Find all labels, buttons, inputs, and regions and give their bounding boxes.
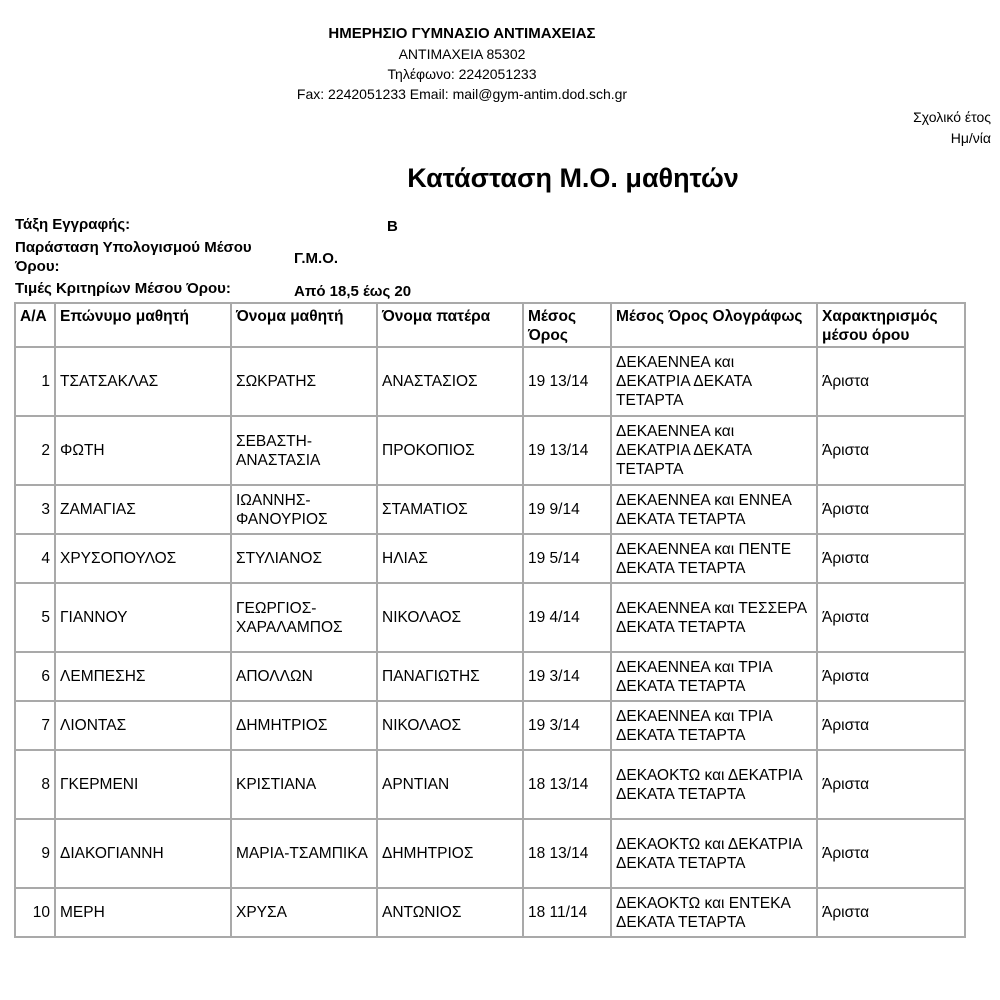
cell-surname: ΓΚΕΡΜΕΝΙ	[55, 750, 231, 819]
table-row	[15, 750, 965, 819]
cell-father: ΔΗΜΗΤΡΙΟΣ	[377, 819, 523, 888]
cell-aa: 5	[15, 583, 55, 652]
cell-father: ΗΛΙΑΣ	[377, 534, 523, 583]
students-table	[14, 302, 966, 938]
cell-avg: 18 13/14	[523, 750, 611, 819]
cell-surname: ΤΣΑΤΣΑΚΛΑΣ	[55, 347, 231, 416]
table-row	[15, 819, 965, 888]
cell-aa: 7	[15, 701, 55, 750]
cell-grade: Άριστα	[817, 583, 965, 652]
cell-avg: 18 13/14	[523, 819, 611, 888]
cell-name: ΣΕΒΑΣΤΗ-ΑΝΑΣΤΑΣΙΑ	[231, 416, 377, 485]
cell-avg: 19 9/14	[523, 485, 611, 534]
cell-surname: ΓΙΑΝΝΟΥ	[55, 583, 231, 652]
table-body	[15, 347, 965, 937]
calc-label	[15, 238, 252, 276]
cell-surname: ΛΕΜΠΕΣΗΣ	[55, 652, 231, 701]
cell-father: ΝΙΚΟΛΑΟΣ	[377, 701, 523, 750]
cell-name: ΚΡΙΣΤΙΑΝΑ	[231, 750, 377, 819]
table-row	[15, 347, 965, 416]
cell-grade: Άριστα	[817, 652, 965, 701]
school-fax-email: Fax: 2242051233 Email: mail@gym-antim.dod.sch.gr	[296, 86, 628, 102]
cell-avg-words: ΔΕΚΑΕΝΝΕΑ και ΤΕΣΣΕΡΑ ΔΕΚΑΤΑ ΤΕΤΑΡΤΑ	[611, 583, 817, 652]
cell-name: ΓΕΩΡΓΙΟΣ-ΧΑΡΑΛΑΜΠΟΣ	[231, 583, 377, 652]
criteria-label: Τιμές Κριτηρίων Μέσου Όρου:	[15, 280, 231, 297]
table-row	[15, 534, 965, 583]
table-row	[15, 888, 965, 937]
page-title: Κατάσταση Μ.Ο. μαθητών	[407, 163, 739, 193]
class-value: Β	[387, 218, 398, 235]
cell-grade: Άριστα	[817, 701, 965, 750]
school-name: ΗΜΕΡΗΣΙΟ ΓΥΜΝΑΣΙΟ ΑΝΤΙΜΑΧΕΙΑΣ	[328, 25, 596, 42]
cell-avg: 18 11/14	[523, 888, 611, 937]
col-header-father: Όνομα πατέρα	[377, 303, 523, 347]
cell-avg-words: ΔΕΚΑΕΝΝΕΑ και ΠΕΝΤΕ ΔΕΚΑΤΑ ΤΕΤΑΡΤΑ	[611, 534, 817, 583]
cell-avg-words: ΔΕΚΑΕΝΝΕΑ και ΔΕΚΑΤΡΙΑ ΔΕΚΑΤΑ ΤΕΤΑΡΤΑ	[611, 416, 817, 485]
col-header-surname: Επώνυμο μαθητή	[55, 303, 231, 347]
cell-father: ΑΝΤΩΝΙΟΣ	[377, 888, 523, 937]
school-year-label: Σχολικό έτος	[913, 109, 991, 125]
table-row	[15, 583, 965, 652]
cell-surname: ΜΕΡΗ	[55, 888, 231, 937]
cell-grade: Άριστα	[817, 534, 965, 583]
col-header-name: Όνομα μαθητή	[231, 303, 377, 347]
cell-avg-words: ΔΕΚΑΕΝΝΕΑ και ΤΡΙΑ ΔΕΚΑΤΑ ΤΕΤΑΡΤΑ	[611, 701, 817, 750]
cell-grade: Άριστα	[817, 485, 965, 534]
cell-aa: 4	[15, 534, 55, 583]
cell-avg: 19 13/14	[523, 416, 611, 485]
cell-name: ΧΡΥΣΑ	[231, 888, 377, 937]
cell-avg-words: ΔΕΚΑΟΚΤΩ και ΔΕΚΑΤΡΙΑ ΔΕΚΑΤΑ ΤΕΤΑΡΤΑ	[611, 750, 817, 819]
cell-grade: Άριστα	[817, 750, 965, 819]
criteria-value: Από 18,5 έως 20	[294, 283, 412, 300]
cell-name: ΙΩΑΝΝΗΣ-ΦΑΝΟΥΡΙΟΣ	[231, 485, 377, 534]
cell-aa: 9	[15, 819, 55, 888]
cell-aa: 2	[15, 416, 55, 485]
cell-father: ΝΙΚΟΛΑΟΣ	[377, 583, 523, 652]
cell-avg: 19 4/14	[523, 583, 611, 652]
cell-name: ΔΗΜΗΤΡΙΟΣ	[231, 701, 377, 750]
cell-surname: ΔΙΑΚΟΓΙΑΝΝΗ	[55, 819, 231, 888]
cell-avg-words: ΔΕΚΑΟΚΤΩ και ΕΝΤΕΚΑ ΔΕΚΑΤΑ ΤΕΤΑΡΤΑ	[611, 888, 817, 937]
table-row	[15, 416, 965, 485]
calc-label-line2: Όρου:	[15, 258, 60, 275]
cell-father: ΠΡΟΚΟΠΙΟΣ	[377, 416, 523, 485]
table-header-row	[15, 303, 965, 347]
table-row	[15, 652, 965, 701]
cell-aa: 3	[15, 485, 55, 534]
cell-avg-words: ΔΕΚΑΕΝΝΕΑ και ΤΡΙΑ ΔΕΚΑΤΑ ΤΕΤΑΡΤΑ	[611, 652, 817, 701]
cell-name: ΣΤΥΛΙΑΝΟΣ	[231, 534, 377, 583]
cell-avg: 19 3/14	[523, 652, 611, 701]
cell-grade: Άριστα	[817, 416, 965, 485]
date-label: Ημ/νία	[950, 130, 991, 146]
cell-aa: 6	[15, 652, 55, 701]
cell-surname: ΖΑΜΑΓΙΑΣ	[55, 485, 231, 534]
class-label: Τάξη Εγγραφής:	[15, 216, 131, 233]
cell-name: ΣΩΚΡΑΤΗΣ	[231, 347, 377, 416]
cell-avg: 19 13/14	[523, 347, 611, 416]
cell-aa: 1	[15, 347, 55, 416]
cell-aa: 10	[15, 888, 55, 937]
cell-aa: 8	[15, 750, 55, 819]
cell-surname: ΧΡΥΣΟΠΟΥΛΟΣ	[55, 534, 231, 583]
col-header-avg: Μέσος Όρος	[523, 303, 611, 347]
cell-grade: Άριστα	[817, 347, 965, 416]
cell-surname: ΛΙΟΝΤΑΣ	[55, 701, 231, 750]
cell-name: ΜΑΡΙΑ-ΤΣΑΜΠΙΚΑ	[231, 819, 377, 888]
cell-avg: 19 3/14	[523, 701, 611, 750]
cell-father: ΣΤΑΜΑΤΙΟΣ	[377, 485, 523, 534]
cell-avg-words: ΔΕΚΑΕΝΝΕΑ και ΔΕΚΑΤΡΙΑ ΔΕΚΑΤΑ ΤΕΤΑΡΤΑ	[611, 347, 817, 416]
table-row	[15, 701, 965, 750]
cell-surname: ΦΩΤΗ	[55, 416, 231, 485]
col-header-aa: Α/Α	[15, 303, 55, 347]
table-row	[15, 485, 965, 534]
school-phone: Τηλέφωνο: 2242051233	[387, 66, 537, 82]
cell-avg-words: ΔΕΚΑΟΚΤΩ και ΔΕΚΑΤΡΙΑ ΔΕΚΑΤΑ ΤΕΤΑΡΤΑ	[611, 819, 817, 888]
col-header-grade: Χαρακτηρισμός μέσου όρου	[817, 303, 965, 347]
cell-grade: Άριστα	[817, 888, 965, 937]
school-address: ΑΝΤΙΜΑΧΕΙΑ 85302	[398, 46, 526, 62]
col-header-avg-words: Μέσος Όρος Ολογράφως	[611, 303, 817, 347]
cell-avg-words: ΔΕΚΑΕΝΝΕΑ και ΕΝΝΕΑ ΔΕΚΑΤΑ ΤΕΤΑΡΤΑ	[611, 485, 817, 534]
calc-label-line1: Παράσταση Υπολογισμού Μέσου	[15, 239, 252, 256]
cell-grade: Άριστα	[817, 819, 965, 888]
cell-name: ΑΠΟΛΛΩΝ	[231, 652, 377, 701]
cell-father: ΠΑΝΑΓΙΩΤΗΣ	[377, 652, 523, 701]
cell-father: ΑΝΑΣΤΑΣΙΟΣ	[377, 347, 523, 416]
calc-value: Γ.Μ.Ο.	[294, 250, 339, 267]
cell-father: ΑΡΝΤΙΑΝ	[377, 750, 523, 819]
school-header	[262, 24, 662, 104]
cell-avg: 19 5/14	[523, 534, 611, 583]
